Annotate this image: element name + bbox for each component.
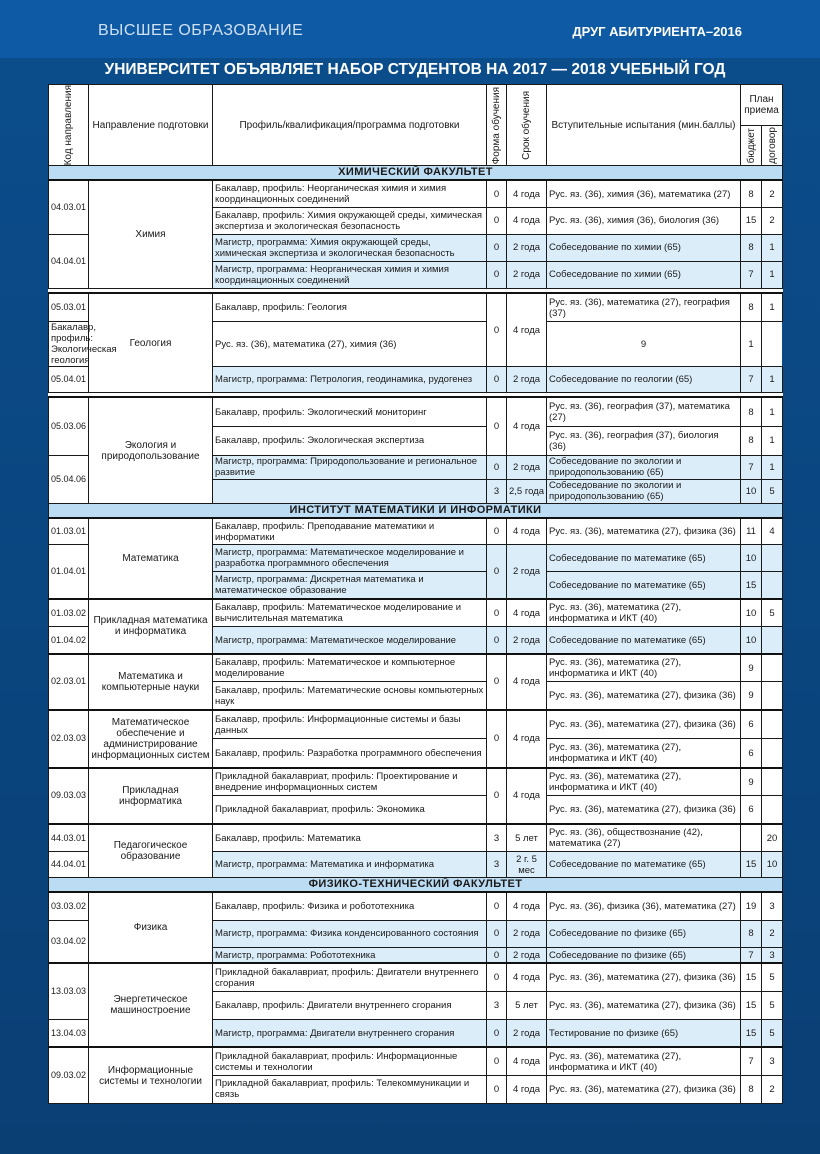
- contract-cell: [762, 682, 783, 710]
- contract-cell: 5: [762, 599, 783, 627]
- profile-cell: Прикладной бакалавриат, профиль: Информационные системы и технологии: [213, 1047, 487, 1075]
- budget-cell: 15: [741, 572, 762, 599]
- contract-cell: 2: [762, 207, 783, 234]
- code-cell: 03.03.02: [49, 892, 89, 920]
- budget-cell: 19: [741, 892, 762, 920]
- table-row: [49, 518, 783, 545]
- direction-cell: Педагогическое образование: [89, 824, 213, 878]
- contract-cell: 2: [762, 180, 783, 207]
- exams-cell: Рус. яз. (36), математика (27), физика (36): [547, 991, 741, 1019]
- profile-cell: Бакалавр, профиль: Математические основы компьютерных наук: [213, 682, 487, 710]
- contract-cell: 10: [762, 852, 783, 878]
- budget-cell: 10: [741, 599, 762, 627]
- exams-cell: Собеседование по геологии (65): [547, 367, 741, 393]
- term-cell: 4 года: [507, 710, 547, 768]
- profile-cell: Прикладной бакалавриат, профиль: Проектирование и внедрение информационных систем: [213, 768, 487, 796]
- exams-cell: Рус. яз. (36), математика (27), информатика и ИКТ (40): [547, 768, 741, 796]
- exams-cell: Собеседование по экологии и природопользованию (65): [547, 455, 741, 479]
- exams-cell: Рус. яз. (36), обществознание (42), математика (27): [547, 824, 741, 852]
- code-cell: 01.04.01: [49, 545, 89, 599]
- term-cell: 4 года: [507, 518, 547, 545]
- term-cell: 4 года: [507, 1047, 547, 1075]
- budget-cell: 7: [741, 1047, 762, 1075]
- budget-cell: 10: [741, 627, 762, 654]
- budget-cell: 7: [741, 947, 762, 963]
- term-cell: 2 года: [507, 261, 547, 288]
- form-cell: 3: [487, 991, 507, 1019]
- contract-cell: [762, 796, 783, 824]
- col-contract-label: договор: [766, 127, 778, 164]
- budget-cell: 10: [741, 479, 762, 503]
- contract-cell: 1: [762, 367, 783, 393]
- form-cell: 0: [487, 1075, 507, 1103]
- profile-cell: Бакалавр, профиль: Неорганическая химия и химия координационных соединений: [213, 180, 487, 207]
- section-row: [49, 878, 783, 893]
- contract-cell: 4: [762, 518, 783, 545]
- term-cell: 2 г. 5 мес: [507, 852, 547, 878]
- header-bar: [0, 0, 820, 58]
- code-cell: 05.04.06: [49, 455, 89, 503]
- budget-cell: 15: [741, 852, 762, 878]
- page-title: УНИВЕРСИТЕТ ОБЪЯВЛЯЕТ НАБОР СТУДЕНТОВ НА 2017 — 2018 УЧЕБНЫЙ ГОД: [104, 61, 726, 78]
- contract-cell: 1: [762, 261, 783, 288]
- table-row: [49, 293, 783, 322]
- section-label: ВЫСШЕЕ ОБРАЗОВАНИЕ: [98, 22, 304, 39]
- col-plan: План приема: [741, 85, 783, 126]
- profile-cell: Магистр, программа: Робототехника: [213, 947, 487, 963]
- table-row: [49, 599, 783, 627]
- term-cell: 2 года: [507, 947, 547, 963]
- code-cell: 05.03.01: [49, 293, 89, 322]
- form-cell: 3: [487, 852, 507, 878]
- form-cell: 0: [487, 455, 507, 479]
- direction-cell: Математическое обеспечение и администрирование информационных систем: [89, 710, 213, 768]
- profile-cell: Бакалавр, профиль: Экологическая геология: [49, 322, 89, 367]
- exams-cell: Собеседование по химии (65): [547, 261, 741, 288]
- profile-cell: Бакалавр, профиль: Геология: [213, 293, 487, 322]
- profile-cell: Бакалавр, профиль: Разработка программного обеспечения: [213, 739, 487, 768]
- code-cell: 01.03.01: [49, 518, 89, 545]
- contract-cell: [762, 739, 783, 768]
- budget-cell: 6: [741, 739, 762, 768]
- code-cell: 05.03.06: [49, 397, 89, 455]
- profile-cell: Магистр, программа: Математическое моделирование и разработка программного обеспечения: [213, 545, 487, 572]
- contract-cell: 1: [762, 397, 783, 426]
- term-cell: 4 года: [507, 892, 547, 920]
- budget-cell: [741, 824, 762, 852]
- profile-cell: Магистр, программа: Физика конденсированного состояния: [213, 920, 487, 947]
- section-row: [49, 166, 783, 181]
- budget-cell: 6: [741, 796, 762, 824]
- exams-cell: Собеседование по физике (65): [547, 947, 741, 963]
- term-cell: 2 года: [507, 234, 547, 261]
- exams-cell: Рус. яз. (36), математика (27), физика (36): [547, 796, 741, 824]
- table-row: [49, 824, 783, 852]
- code-cell: 04.04.01: [49, 234, 89, 288]
- exams-cell: Собеседование по математике (65): [547, 627, 741, 654]
- budget-cell: 10: [741, 545, 762, 572]
- publication-title: ДРУГ АБИТУРИЕНТА–2016: [572, 24, 742, 39]
- contract-cell: 3: [762, 892, 783, 920]
- code-cell: 04.03.01: [49, 180, 89, 234]
- section-title: ИНСТИТУТ МАТЕМАТИКИ И ИНФОРМАТИКИ: [49, 503, 783, 518]
- code-cell: 01.03.02: [49, 599, 89, 627]
- contract-cell: 3: [762, 1047, 783, 1075]
- term-cell: 5 лет: [507, 824, 547, 852]
- exams-cell: Рус. яз. (36), физика (36), математика (27): [547, 892, 741, 920]
- direction-cell: Геология: [89, 293, 213, 393]
- budget-cell: 6: [741, 710, 762, 739]
- budget-cell: 8: [741, 1075, 762, 1103]
- form-cell: 0: [487, 710, 507, 768]
- form-cell: 0: [487, 234, 507, 261]
- budget-cell: 8: [741, 426, 762, 455]
- form-cell: 0: [487, 768, 507, 824]
- exams-cell: Рус. яз. (36), математика (27), информатика и ИКТ (40): [547, 654, 741, 682]
- budget-cell: 8: [741, 397, 762, 426]
- direction-cell: Прикладная информатика: [89, 768, 213, 824]
- form-cell: 0: [487, 397, 507, 455]
- col-budget: [741, 125, 762, 166]
- budget-cell: 8: [741, 180, 762, 207]
- contract-cell: 1: [762, 455, 783, 479]
- profile-cell: Магистр, программа: Двигатели внутреннего сгорания: [213, 1019, 487, 1047]
- exams-cell: Собеседование по физике (65): [547, 920, 741, 947]
- direction-cell: Энергетическое машиностроение: [89, 963, 213, 1047]
- col-term-label: Срок обучения: [521, 90, 532, 160]
- profile-cell: Прикладной бакалавриат, профиль: Телекоммуникации и связь: [213, 1075, 487, 1103]
- code-cell: 13.04.03: [49, 1019, 89, 1047]
- profile-cell: Магистр, программа: Неорганическая химия и химия координационных соединений: [213, 261, 487, 288]
- form-cell: 0: [487, 947, 507, 963]
- form-cell: 0: [487, 1047, 507, 1075]
- form-cell: 0: [487, 920, 507, 947]
- budget-cell: 8: [741, 293, 762, 322]
- direction-cell: Прикладная математика и информатика: [89, 599, 213, 654]
- exams-cell: Собеседование по химии (65): [547, 234, 741, 261]
- budget-cell: 7: [741, 261, 762, 288]
- exams-cell: Рус. яз. (36), математика (27), физика (36): [547, 1075, 741, 1103]
- col-term: [507, 85, 547, 166]
- budget-cell: 15: [741, 207, 762, 234]
- term-cell: 4 года: [507, 207, 547, 234]
- budget-cell: 7: [741, 367, 762, 393]
- term-cell: 4 года: [507, 654, 547, 710]
- exams-cell: Собеседование по математике (65): [547, 545, 741, 572]
- direction-cell: Математика: [89, 518, 213, 599]
- table-row: [49, 892, 783, 920]
- code-cell: 02.03.03: [49, 710, 89, 768]
- col-budget-label: бюджет: [745, 127, 757, 164]
- table-row: [49, 397, 783, 426]
- contract-cell: [762, 545, 783, 572]
- contract-cell: 2: [762, 1075, 783, 1103]
- contract-cell: 3: [762, 947, 783, 963]
- section-title: ХИМИЧЕСКИЙ ФАКУЛЬТЕТ: [49, 166, 783, 181]
- col-code-label: Код направления: [63, 85, 74, 166]
- contract-cell: 1: [762, 426, 783, 455]
- code-cell: 13.03.03: [49, 963, 89, 1019]
- contract-cell: 5: [762, 479, 783, 503]
- contract-cell: 1: [741, 322, 762, 367]
- profile-cell: Бакалавр, профиль: Математика: [213, 824, 487, 852]
- form-cell: 0: [487, 654, 507, 710]
- profile-cell: Магистр, программа: Математическое моделирование: [213, 627, 487, 654]
- budget-cell: 9: [741, 768, 762, 796]
- contract-cell: 1: [762, 293, 783, 322]
- budget-cell: 9: [741, 654, 762, 682]
- table-row: [49, 710, 783, 739]
- exams-cell: Тестирование по физике (65): [547, 1019, 741, 1047]
- form-cell: 0: [487, 293, 507, 367]
- col-form-label: Форма обучения: [491, 86, 502, 164]
- direction-cell: Химия: [89, 180, 213, 288]
- profile-cell: Бакалавр, профиль: Экологический мониторинг: [213, 397, 487, 426]
- col-contract: [762, 125, 783, 166]
- profile-cell: Бакалавр, профиль: Химия окружающей среды, химическая экспертиза и экологическая безопасность: [213, 207, 487, 234]
- profile-cell: Прикладной бакалавриат, профиль: Экономика: [213, 796, 487, 824]
- form-cell: 0: [487, 261, 507, 288]
- contract-cell: 5: [762, 963, 783, 991]
- exams-cell: Рус. яз. (36), география (37), математика (27): [547, 397, 741, 426]
- direction-cell: Экология и природопользование: [89, 397, 213, 503]
- section-row: [49, 503, 783, 518]
- term-cell: 4 года: [507, 397, 547, 455]
- budget-cell: 15: [741, 963, 762, 991]
- exams-cell: Рус. яз. (36), математика (27), химия (36): [213, 322, 487, 367]
- section-title: ФИЗИКО-ТЕХНИЧЕСКИЙ ФАКУЛЬТЕТ: [49, 878, 783, 893]
- exams-cell: Рус. яз. (36), математика (27), физика (36): [547, 963, 741, 991]
- budget-cell: 7: [741, 455, 762, 479]
- form-cell: 0: [487, 180, 507, 207]
- contract-cell: 1: [762, 234, 783, 261]
- profile-cell: Магистр, программа: Дискретная математика и математическое образование: [213, 572, 487, 599]
- exams-cell: Рус. яз. (36), математика (27), география (37): [547, 293, 741, 322]
- term-cell: 2 года: [507, 1019, 547, 1047]
- term-cell: 4 года: [507, 1075, 547, 1103]
- admission-table-wrapper: [48, 84, 782, 1104]
- term-cell: 2 года: [507, 367, 547, 393]
- exams-cell: Рус. яз. (36), математика (27), информатика и ИКТ (40): [547, 739, 741, 768]
- direction-cell: Физика: [89, 892, 213, 963]
- profile-cell: Бакалавр, профиль: Математическое моделирование и вычислительная математика: [213, 599, 487, 627]
- code-cell: 03.04.02: [49, 920, 89, 963]
- exams-cell: Рус. яз. (36), химия (36), математика (27): [547, 180, 741, 207]
- contract-cell: 20: [762, 824, 783, 852]
- budget-cell: 15: [741, 1019, 762, 1047]
- budget-cell: 11: [741, 518, 762, 545]
- contract-cell: 5: [762, 991, 783, 1019]
- table-body: [49, 166, 783, 1104]
- col-profile: Профиль/квалификация/программа подготовки: [213, 85, 487, 166]
- code-cell: 44.03.01: [49, 824, 89, 852]
- direction-cell: Математика и компьютерные науки: [89, 654, 213, 710]
- admission-table: [48, 84, 783, 1104]
- budget-cell: 15: [741, 991, 762, 1019]
- profile-cell: Бакалавр, профиль: Преподавание математики и информатики: [213, 518, 487, 545]
- term-cell: 2 года: [507, 455, 547, 479]
- exams-cell: Собеседование по математике (65): [547, 852, 741, 878]
- exams-cell: Рус. яз. (36), математика (27), физика (36): [547, 682, 741, 710]
- term-cell: 2 года: [507, 545, 547, 599]
- code-cell: 09.03.03: [49, 768, 89, 824]
- code-cell: 44.04.01: [49, 852, 89, 878]
- form-cell: 0: [487, 545, 507, 599]
- code-cell: 01.04.02: [49, 627, 89, 654]
- form-cell: 3: [487, 824, 507, 852]
- profile-cell: Магистр, программа: Математика и информатика: [213, 852, 487, 878]
- form-cell: 0: [487, 367, 507, 393]
- profile-cell: Бакалавр, профиль: Двигатели внутреннего сгорания: [213, 991, 487, 1019]
- profile-cell: Бакалавр, профиль: Экологическая экспертиза: [213, 426, 487, 455]
- term-cell: 2,5 года: [507, 479, 547, 503]
- contract-cell: [762, 710, 783, 739]
- profile-cell: Бакалавр, профиль: Информационные системы и базы данных: [213, 710, 487, 739]
- contract-cell: 5: [762, 1019, 783, 1047]
- budget-cell: 8: [741, 234, 762, 261]
- profile-cell: Бакалавр, профиль: Физика и робототехника: [213, 892, 487, 920]
- exams-cell: Рус. яз. (36), математика (27), информатика и ИКТ (40): [547, 599, 741, 627]
- term-cell: 4 года: [507, 963, 547, 991]
- profile-cell: Магистр, программа: Химия окружающей среды, химическая экспертиза и экологическая безопасность: [213, 234, 487, 261]
- direction-cell: Информационные системы и технологии: [89, 1047, 213, 1103]
- exams-cell: Собеседование по математике (65): [547, 572, 741, 599]
- table-row: [49, 654, 783, 682]
- form-cell: 0: [487, 207, 507, 234]
- col-code: [49, 85, 89, 166]
- term-cell: 2 года: [507, 627, 547, 654]
- budget-cell: 9: [547, 322, 741, 367]
- exams-cell: Рус. яз. (36), химия (36), биология (36): [547, 207, 741, 234]
- contract-cell: [762, 627, 783, 654]
- profile-cell: Бакалавр, профиль: Математическое и компьютерное моделирование: [213, 654, 487, 682]
- form-cell: 0: [487, 892, 507, 920]
- contract-cell: 2: [762, 920, 783, 947]
- code-cell: 09.03.02: [49, 1047, 89, 1103]
- term-cell: 4 года: [507, 293, 547, 367]
- exams-cell: Рус. яз. (36), география (37), биология (36): [547, 426, 741, 455]
- code-cell: 05.04.01: [49, 367, 89, 393]
- exams-cell: Рус. яз. (36), математика (27), физика (36): [547, 710, 741, 739]
- term-cell: 4 года: [507, 180, 547, 207]
- col-exams: Вступительные испытания (мин.баллы): [547, 85, 741, 166]
- contract-cell: [762, 572, 783, 599]
- contract-cell: [762, 654, 783, 682]
- profile-cell: Магистр, программа: Природопользование и региональное развитие: [213, 455, 487, 479]
- exams-cell: Рус. яз. (36), математика (27), информатика и ИКТ (40): [547, 1047, 741, 1075]
- col-form: [487, 85, 507, 166]
- form-cell: 0: [487, 518, 507, 545]
- form-cell: 3: [487, 479, 507, 503]
- table-row: [49, 768, 783, 796]
- profile-cell: Магистр, программа: Петрология, геодинамика, рудогенез: [213, 367, 487, 393]
- exams-cell: Рус. яз. (36), математика (27), физика (36): [547, 518, 741, 545]
- exams-cell: Собеседование по экологии и природопользованию (65): [547, 479, 741, 503]
- budget-cell: 9: [741, 682, 762, 710]
- term-cell: 2 года: [507, 920, 547, 947]
- form-cell: 0: [487, 599, 507, 627]
- form-cell: 0: [487, 1019, 507, 1047]
- term-cell: 5 лет: [507, 991, 547, 1019]
- table-row: [49, 180, 783, 207]
- profile-cell: Прикладной бакалавриат, профиль: Двигатели внутреннего сгорания: [213, 963, 487, 991]
- budget-cell: 8: [741, 920, 762, 947]
- term-cell: 4 года: [507, 768, 547, 824]
- table-row: [49, 1047, 783, 1075]
- term-cell: 4 года: [507, 599, 547, 627]
- table-row: [49, 963, 783, 991]
- contract-cell: [762, 768, 783, 796]
- profile-cell: [213, 479, 487, 503]
- col-direction: Направление подготовки: [89, 85, 213, 166]
- form-cell: 0: [487, 627, 507, 654]
- form-cell: 0: [487, 963, 507, 991]
- code-cell: 02.03.01: [49, 654, 89, 710]
